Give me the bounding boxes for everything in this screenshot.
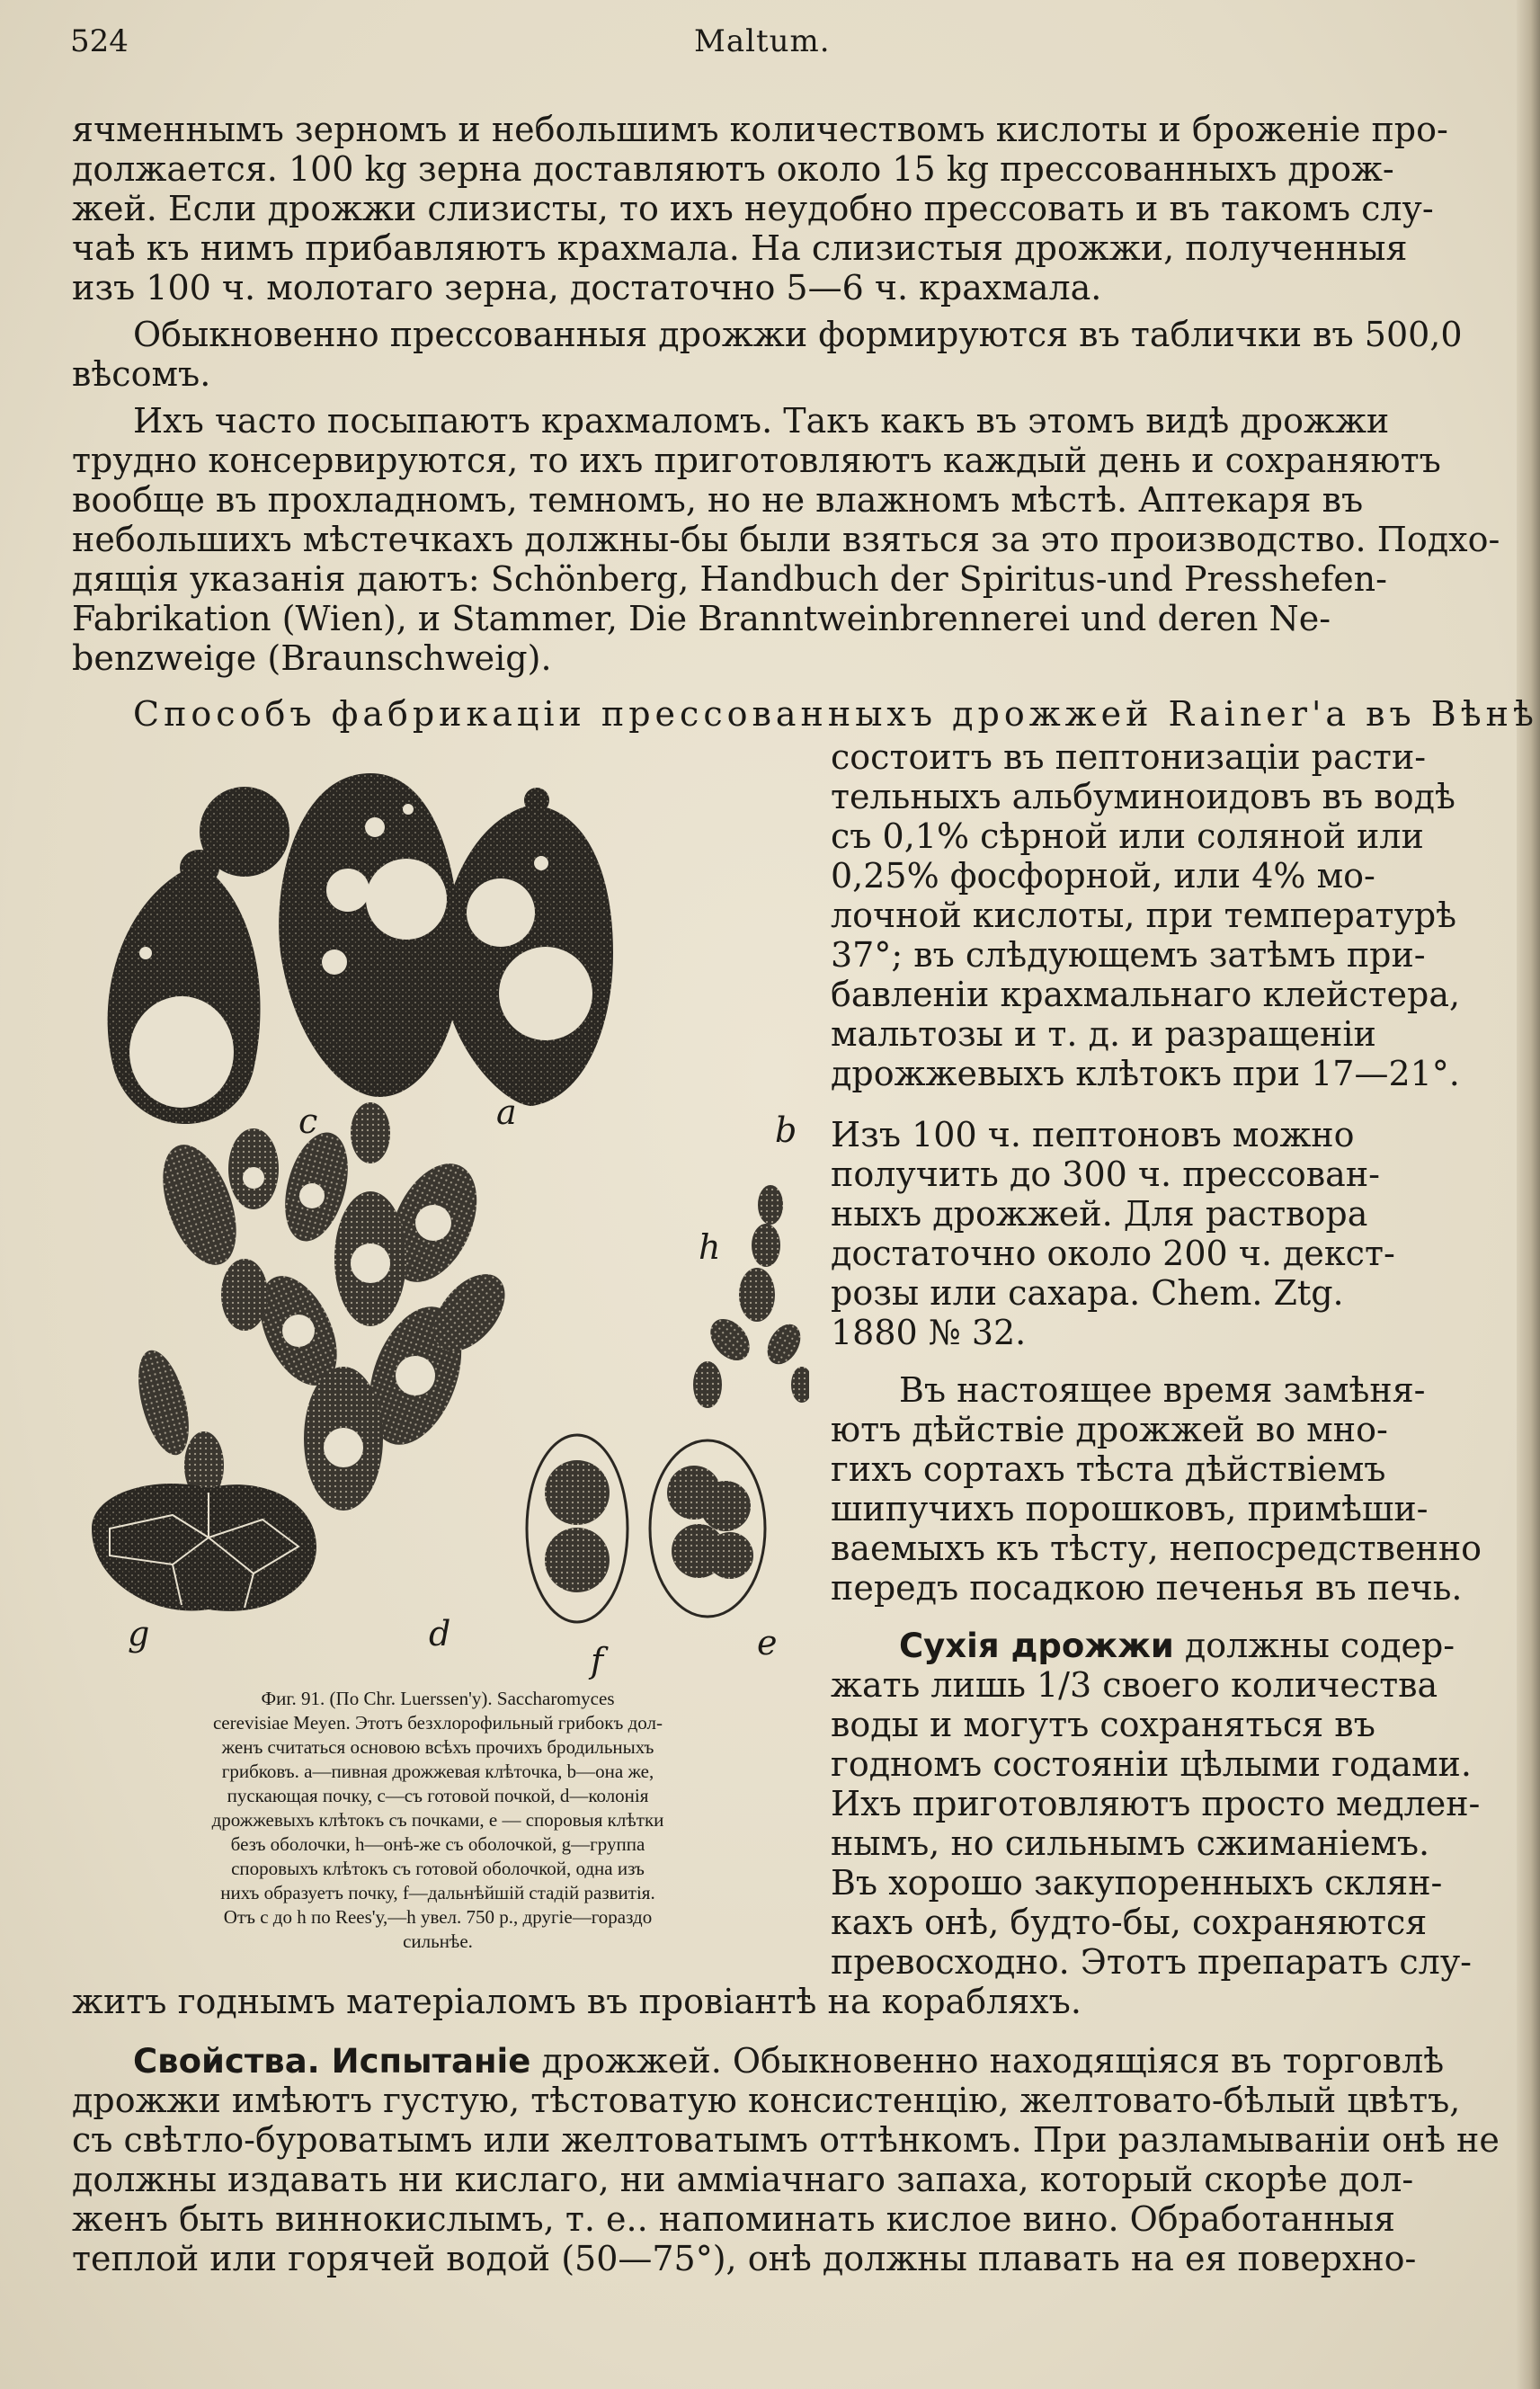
page-edge — [1517, 0, 1540, 2389]
caption-line: безъ оболочки, h—онѣ-же съ оболочкой, g—группа — [230, 1833, 645, 1855]
text-line: тельныхъ альбуминоидовъ въ водѣ — [831, 777, 1455, 816]
chain-h — [693, 1185, 809, 1408]
figure-label-g: g — [128, 1614, 150, 1654]
text-line: 37°; въ слѣдующемъ затѣмъ при- — [831, 935, 1426, 975]
text-line: розы или сахара. Chem. Ztg. — [831, 1273, 1344, 1313]
text-line: дрожжи имѣютъ густую, тѣстоватую консистенцію, желтовато-бѣлый цвѣтъ, — [72, 2081, 1461, 2120]
caption-line: Фиг. 91. (По Chr. Luerssen'у). Saccharomyces — [261, 1688, 615, 1709]
caption-line: cerevisiae Meyen. Этотъ безхлорофильный грибокъ дол- — [212, 1712, 663, 1734]
text-line: должны издавать ни кислаго, ни аммiачнаго запаха, который скорѣе дол- — [72, 2160, 1414, 2199]
group-g — [92, 1484, 316, 1611]
text-line: съ 0,1% сѣрной или соляной или — [831, 816, 1424, 856]
text-line: чаѣ къ нимъ прибавляютъ крахмала. На слизистыя дрожжи, полученныя — [72, 228, 1408, 268]
text-line: достаточно около 200 ч. декст- — [831, 1234, 1395, 1273]
dry-yeast-first-line — [899, 1626, 1455, 1666]
text-line: кахъ онѣ, будто-бы, сохраняются — [831, 1903, 1428, 1942]
caption-line: сильнѣе. — [403, 1930, 473, 1952]
text-line: ваемыхъ къ тѣсту, непосредственно — [831, 1529, 1482, 1568]
text-line: жей. Если дрожжи слизисты, то ихъ неудобно прессовать и въ такомъ слу- — [72, 189, 1434, 228]
figure-label-d: d — [429, 1614, 451, 1654]
text-line: воды и могутъ сохраняться въ — [831, 1705, 1375, 1744]
text-line: Ихъ часто посыпаютъ крахмаломъ. Такъ какъ въ этомъ видѣ дрожжи — [133, 401, 1390, 441]
properties-heading: Свойства. Испытаніе — [133, 2042, 531, 2081]
text-line: превосходно. Этотъ препаратъ слу- — [831, 1942, 1473, 1982]
text-line: состоитъ въ пептонизаціи расти- — [831, 737, 1427, 777]
text-line: Въ настоящее время замѣня- — [899, 1370, 1426, 1410]
text-line: женъ быть виннокислымъ, т. е.. напоминать кислое вино. Обработанныя — [72, 2199, 1395, 2239]
figure-label-c: c — [298, 1101, 318, 1141]
text-line: ютъ дѣйствіе дрожжей во мно- — [831, 1410, 1388, 1449]
text-line: Изъ 100 ч. пептоновъ можно — [831, 1115, 1355, 1154]
text-line: дрожжевыхъ клѣтокъ при 17—21°. — [831, 1054, 1460, 1093]
text-line: Въ хорошо закупоренныхъ склян- — [831, 1863, 1443, 1903]
figure-yeast-cells — [74, 755, 809, 1699]
text-line: трудно консервируются, то ихъ приготовляютъ каждый день и сохраняютъ — [72, 441, 1441, 480]
text-line: Ихъ приготовляютъ просто медлен- — [831, 1784, 1481, 1823]
figure-label-f: f — [591, 1641, 604, 1680]
text-line: теплой или горячей водой (50—75°), онѣ должны плавать на ея поверхно- — [72, 2239, 1417, 2278]
text-line: мальтозы и т. д. и разращеніи — [831, 1014, 1376, 1054]
cell-b — [441, 788, 613, 1106]
caption-line: дрожжевыхъ клѣтокъ съ почками, e — споровыя клѣтки — [211, 1809, 664, 1831]
page-number: 524 — [70, 23, 129, 59]
caption-line: нихъ образуетъ почку, f—дальнѣйшій стадій развитія. — [220, 1882, 655, 1903]
text-line: нымъ, но сильнымъ сжиманіемъ. — [831, 1823, 1430, 1863]
text-line: Обыкновенно прессованныя дрожжи формируются въ таблички въ 500,0 — [133, 315, 1463, 354]
text-line: съ свѣтло-буроватымъ или желтоватымъ оттѣнкомъ. При разламываніи онѣ не — [72, 2120, 1500, 2160]
caption-line: грибковъ. a—пивная дрожжевая клѣточка, b—она же, — [221, 1761, 654, 1782]
text-line: Способъ фабрикаціи прессованныхъ дрожжей Rainer'а въ Вѣнѣ — [133, 694, 1538, 734]
text-line: жать лишь 1/3 своего количества — [831, 1665, 1438, 1705]
text-line: 0,25% фосфорной, или 4% мо- — [831, 856, 1375, 896]
text-line: годномъ состояніи цѣлыми годами. — [831, 1744, 1472, 1784]
cell-c — [108, 787, 289, 1124]
cell-a — [279, 773, 460, 1097]
dry-yeast-heading: Сухія дрожжи — [899, 1627, 1174, 1665]
text-line: ячменнымъ зерномъ и небольшимъ количествомъ кислоты и броженіе про- — [72, 110, 1448, 149]
text-line: лочной кислоты, при температурѣ — [831, 896, 1457, 935]
caption-line: женъ считаться основою всѣхъ прочихъ бродильныхъ — [221, 1736, 654, 1758]
properties-first-line-rest: дрожжей. Обыкновенно находящіяся въ торговлѣ — [530, 2041, 1445, 2081]
text-line: должается. 100 kg зерна доставляютъ около 15 kg прессованныхъ дрож- — [72, 149, 1394, 189]
text-line: Fabrikation (Wien), и Stammer, Die Branntweinbrennerei und deren Ne- — [72, 599, 1331, 638]
text-line: гихъ сортахъ тѣста дѣйствіемъ — [831, 1449, 1386, 1489]
text-line: дящія указанія даютъ: Schönberg, Handbuch der Spiritus-und Presshefen- — [72, 559, 1387, 599]
dry-yeast-first-line-rest: должны содер- — [1173, 1626, 1455, 1665]
figure-label-h: h — [699, 1227, 721, 1267]
figure-label-b: b — [775, 1110, 797, 1150]
text-line: ныхъ дрожжей. Для раствора — [831, 1194, 1368, 1234]
text-line: получить до 300 ч. прессован- — [831, 1154, 1380, 1194]
properties-first-line — [133, 2041, 1444, 2081]
text-line: житъ годнымъ матеріаломъ въ провіантѣ на корабляхъ. — [72, 1982, 1082, 2021]
yeast-illustration — [74, 755, 809, 1699]
figure-label-e: e — [757, 1623, 778, 1662]
text-line: вѣсомъ. — [72, 354, 211, 394]
running-title: Maltum. — [694, 23, 831, 59]
text-line: передъ посадкою печенья въ печь. — [831, 1568, 1463, 1608]
caption-line: Отъ c до h по Rees'у,—h увел. 750 р., другiе—гораздо — [223, 1906, 653, 1928]
text-line: шипучихъ порошковъ, примѣши- — [831, 1489, 1429, 1529]
spore-cell-f — [527, 1435, 628, 1622]
text-line: benzweige (Braunschweig). — [72, 638, 552, 678]
caption-line: споровыхъ клѣтокъ съ готовой оболочкой, одна изъ — [231, 1858, 645, 1879]
text-line: изъ 100 ч. молотаго зерна, достаточно 5—6 ч. крахмала. — [72, 268, 1102, 308]
caption-line: пускающая почку, c—съ готовой почкой, d—колонія — [227, 1785, 649, 1806]
page-header — [70, 23, 1473, 67]
figure-label-a: a — [496, 1092, 517, 1132]
spore-cell-e — [650, 1440, 765, 1617]
text-line: 1880 № 32. — [831, 1313, 1027, 1352]
text-line: вообще въ прохладномъ, темномъ, но не влажномъ мѣстѣ. Аптекаря въ — [72, 480, 1364, 520]
text-line: небольшихъ мѣстечкахъ должны-бы были взяться за это производство. Подхо- — [72, 520, 1500, 559]
text-line: бавленіи крахмальнаго клейстера, — [831, 975, 1461, 1014]
